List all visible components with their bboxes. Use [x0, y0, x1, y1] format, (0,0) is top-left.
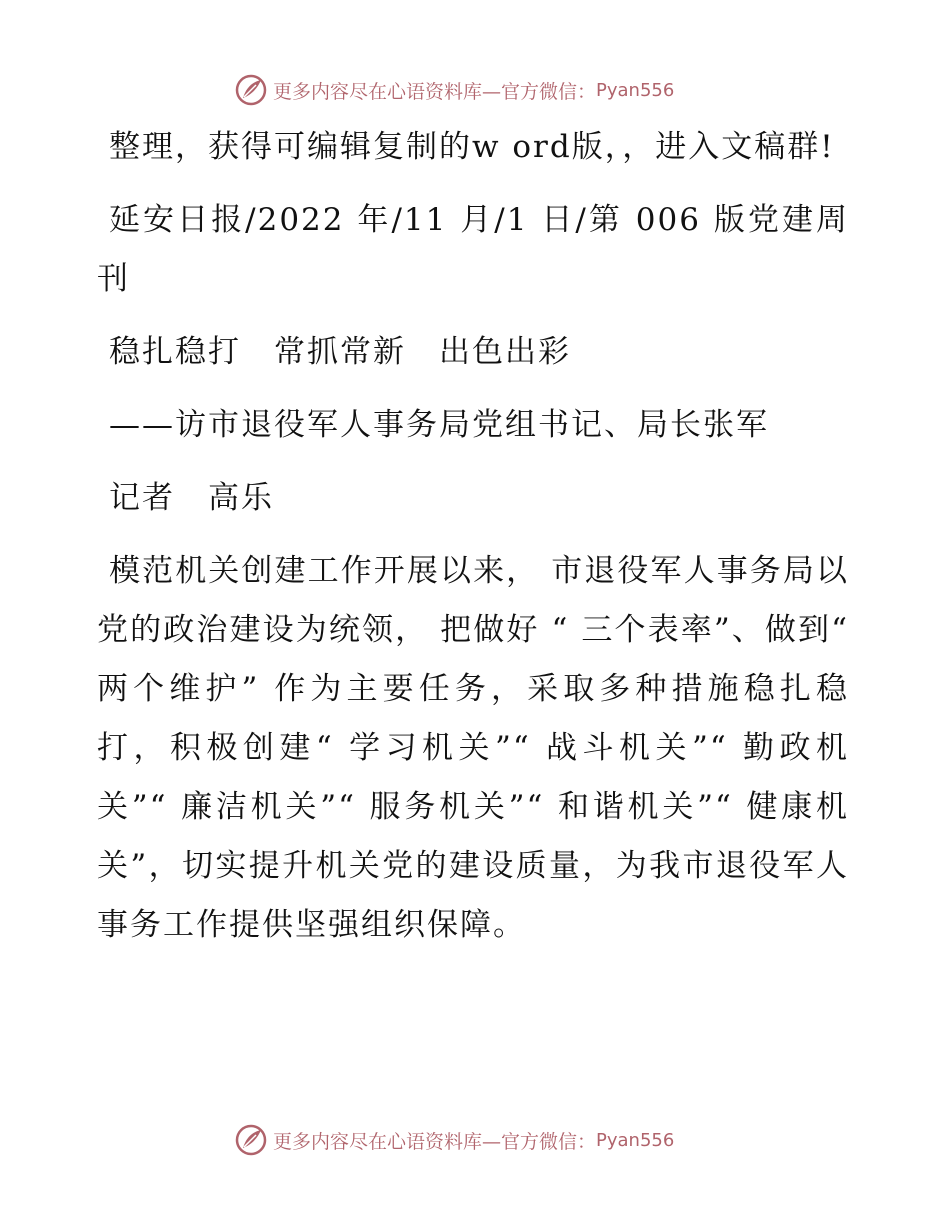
leaf-pen-logo-icon [234, 1123, 268, 1157]
leaf-pen-logo-icon [234, 73, 268, 107]
intro-paragraph: 整理，获得可编辑复制的w ord版，，进入文稿群! [109, 129, 835, 165]
source-line: 延安日报/2022 年/11 月/1 日/第 006 版党建周刊 [97, 202, 849, 297]
watermark-text: 更多内容尽在心语资料库—官方微信： [273, 1130, 597, 1153]
byline: 记者 高乐 [109, 480, 274, 516]
article-title: 稳扎稳打 常抓常新 出色出彩 [109, 334, 571, 370]
body-paragraph: 模范机关创建工作开展以来， 市退役军人事务局以党的政治建设为统领， 把做好 “ 三个表率”、做到“ 两个维护” 作为主要任务，采取多种措施稳扎稳打，积极创建“ 学习机关”“ 战斗机关”“ 勤政机关”“ 廉洁机关”“ 服务机关”“ 和谐机关”“ 健康机关”，切实提升机关党的建设质量，为我市退役军人事务工作提供坚强组织保障。 [97, 553, 849, 943]
watermark-text: 更多内容尽在心语资料库—官方微信： [273, 80, 597, 103]
article-content [97, 118, 849, 955]
article-subtitle: ——访市退役军人事务局党组书记、局长张军 [109, 407, 769, 443]
footer-watermark [234, 1120, 674, 1160]
watermark-account: Pyan556 [596, 79, 675, 101]
watermark-account: Pyan556 [596, 1129, 675, 1151]
header-watermark [234, 70, 674, 110]
